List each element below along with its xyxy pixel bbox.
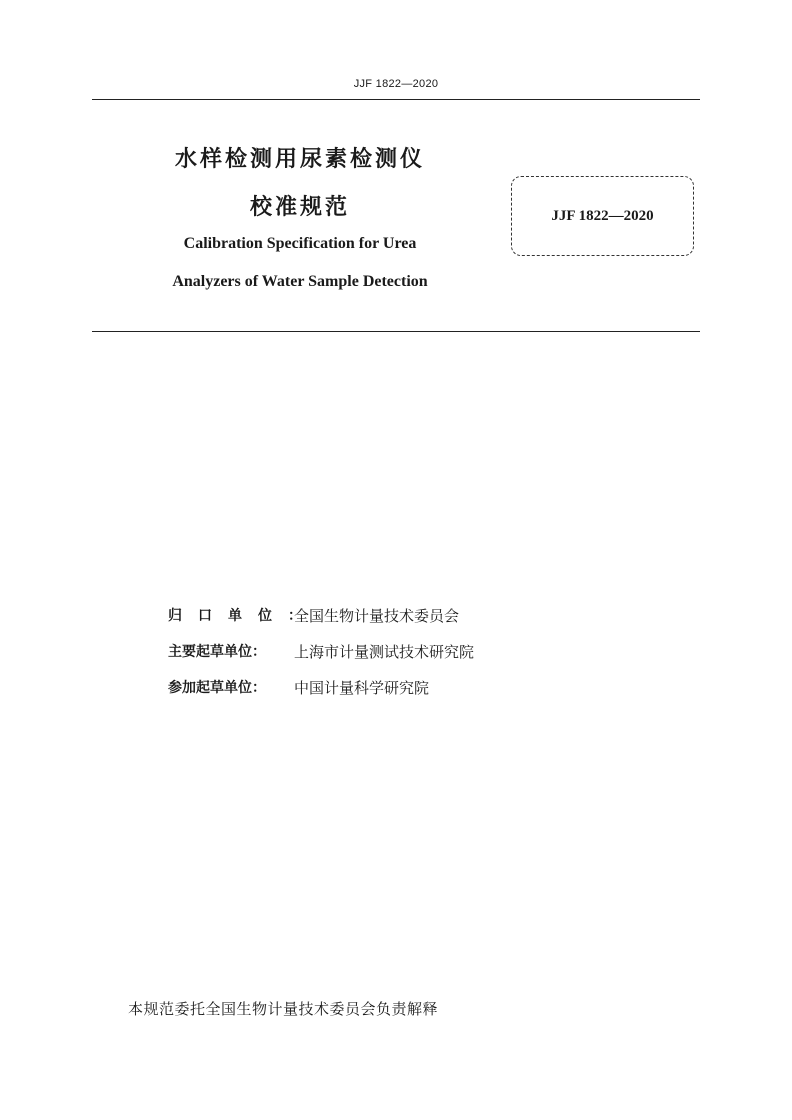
main-drafting-unit-value: 上海市计量测试技术研究院 bbox=[294, 642, 475, 661]
header-standard-code: JJF 1822—2020 bbox=[353, 78, 439, 90]
standard-code-box bbox=[511, 176, 694, 256]
title-english-line2: Analyzers of Water Sample Detection bbox=[172, 273, 428, 290]
title-chinese-line1: 水样检测用尿素检测仪 bbox=[174, 147, 425, 172]
managing-unit-row bbox=[168, 597, 688, 633]
title-english-line1: Calibration Specification for Urea bbox=[183, 235, 417, 252]
managing-unit-label: 归口单位： bbox=[168, 608, 318, 624]
interpretation-note: 本规范委托全国生物计量技术委员会负责解释 bbox=[128, 1000, 439, 1018]
title-chinese-line2: 校准规范 bbox=[249, 195, 350, 220]
drafting-units-block bbox=[168, 597, 688, 705]
managing-unit-value: 全国生物计量技术委员会 bbox=[294, 606, 460, 625]
standard-code-box-text: JJF 1822—2020 bbox=[551, 207, 654, 224]
main-drafting-unit-label: 主要起草单位： bbox=[168, 644, 266, 660]
participating-unit-row bbox=[168, 669, 688, 705]
participating-unit-value: 中国计量科学研究院 bbox=[294, 678, 430, 697]
participating-unit-label: 参加起草单位： bbox=[168, 680, 266, 696]
header-divider bbox=[92, 99, 700, 100]
title-divider bbox=[92, 331, 700, 332]
main-drafting-unit-row bbox=[168, 633, 688, 669]
